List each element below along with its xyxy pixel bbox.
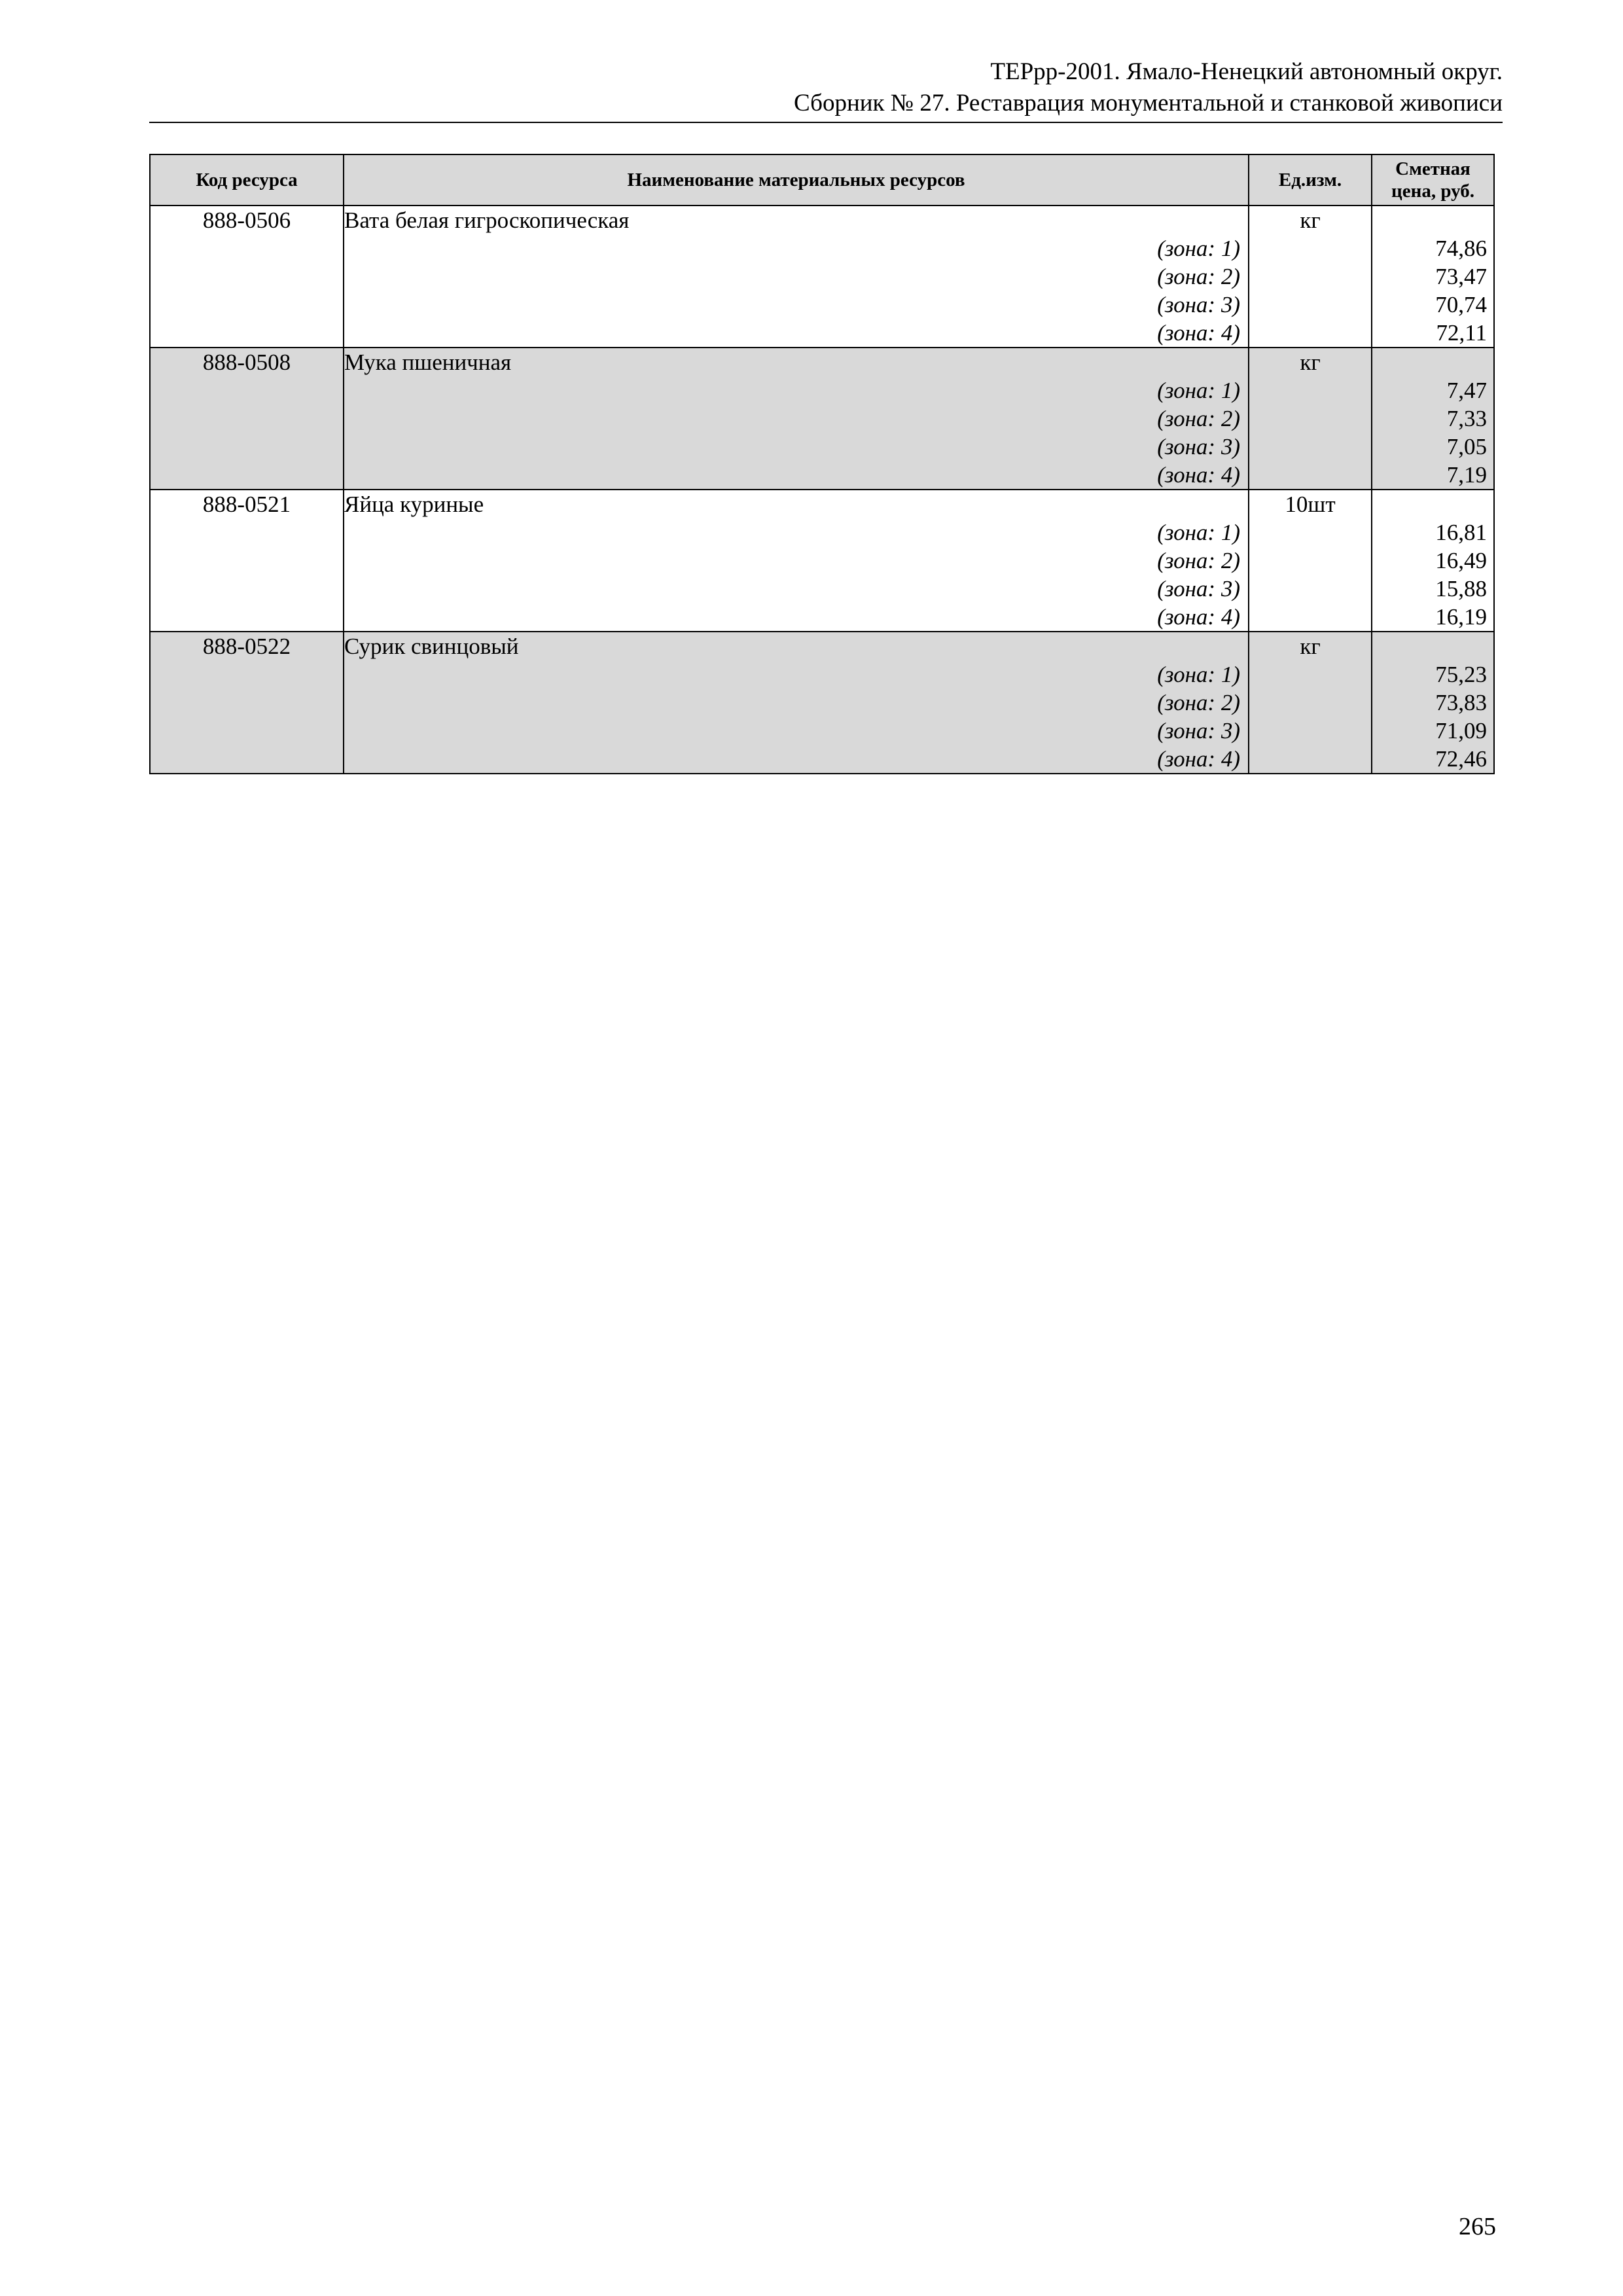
resource-group (150, 632, 1494, 774)
zone-price: 16,19 (1435, 604, 1487, 630)
col-header-name: Наименование материальных ресурсов (344, 154, 1249, 206)
zone-label: (зона: 3) (1157, 718, 1240, 744)
resource-unit: 10шт (1249, 490, 1372, 632)
header-line-2: Сборник № 27. Реставрация монументальной и станковой живописи (793, 90, 1503, 117)
resource-name: Вата белая гигроскопическая (344, 207, 630, 233)
zone-label: (зона: 1) (1157, 378, 1240, 403)
zone-label: (зона: 1) (1157, 236, 1240, 261)
zone-label: (зона: 2) (1157, 548, 1240, 573)
resource-code: 888-0522 (150, 632, 344, 774)
zone-label: (зона: 4) (1157, 746, 1240, 772)
resource-name-cell (344, 348, 1249, 490)
zone-price: 7,33 (1446, 406, 1487, 431)
table-row (150, 632, 1494, 774)
zone-price: 7,47 (1446, 378, 1487, 403)
resource-name-cell (344, 206, 1249, 348)
col-header-price-line2: цена, руб. (1391, 181, 1474, 202)
zone-price: 16,49 (1435, 548, 1487, 573)
zone-label: (зона: 4) (1157, 462, 1240, 488)
page-number: 265 (1459, 2213, 1496, 2240)
resource-name: Мука пшеничная (344, 350, 512, 375)
resource-unit: кг (1249, 348, 1372, 490)
zone-price: 71,09 (1435, 718, 1487, 744)
zone-label: (зона: 3) (1157, 292, 1240, 317)
zone-price: 75,23 (1435, 662, 1487, 687)
zone-label: (зона: 1) (1157, 520, 1240, 545)
resource-price-cell (1372, 206, 1494, 348)
header-line-1: ТЕРрр-2001. Ямало-Ненецкий автономный округ. (990, 58, 1503, 85)
resource-name-cell (344, 632, 1249, 774)
resource-name: Сурик свинцовый (344, 634, 519, 659)
table-row (150, 490, 1494, 632)
zone-label: (зона: 4) (1157, 604, 1240, 630)
resource-price-cell (1372, 490, 1494, 632)
resource-group (150, 206, 1494, 348)
table-row (150, 348, 1494, 490)
zone-price: 16,81 (1435, 520, 1487, 545)
col-header-price-line1: Сметная (1395, 158, 1471, 179)
resource-code: 888-0506 (150, 206, 344, 348)
zone-label: (зона: 2) (1157, 264, 1240, 289)
table-row (150, 206, 1494, 348)
zone-price: 74,86 (1435, 236, 1487, 261)
running-header (149, 56, 1503, 123)
resource-unit: кг (1249, 632, 1372, 774)
resource-price-cell (1372, 348, 1494, 490)
zone-label: (зона: 2) (1157, 406, 1240, 431)
zone-price: 7,05 (1446, 434, 1487, 459)
resource-price-cell (1372, 632, 1494, 774)
resource-group (150, 348, 1494, 490)
zone-price: 73,47 (1435, 264, 1487, 289)
zone-price: 70,74 (1435, 292, 1487, 317)
resource-unit: кг (1249, 206, 1372, 348)
resource-name-cell (344, 490, 1249, 632)
zone-label: (зона: 2) (1157, 690, 1240, 715)
zone-label: (зона: 1) (1157, 662, 1240, 687)
resource-group (150, 490, 1494, 632)
zone-price: 73,83 (1435, 690, 1487, 715)
resource-name: Яйца куриные (344, 492, 484, 517)
zone-label: (зона: 3) (1157, 576, 1240, 601)
zone-label: (зона: 3) (1157, 434, 1240, 459)
table-header-row (150, 154, 1494, 206)
col-header-unit: Ед.изм. (1249, 154, 1372, 206)
zone-price: 15,88 (1435, 576, 1487, 601)
zone-price: 72,46 (1435, 746, 1487, 772)
resource-code: 888-0521 (150, 490, 344, 632)
col-header-code: Код ресурса (150, 154, 344, 206)
resources-table (149, 154, 1495, 774)
col-header-price (1372, 154, 1494, 206)
zone-price: 7,19 (1446, 462, 1487, 488)
zone-label: (зона: 4) (1157, 320, 1240, 346)
resource-code: 888-0508 (150, 348, 344, 490)
zone-price: 72,11 (1436, 320, 1487, 346)
